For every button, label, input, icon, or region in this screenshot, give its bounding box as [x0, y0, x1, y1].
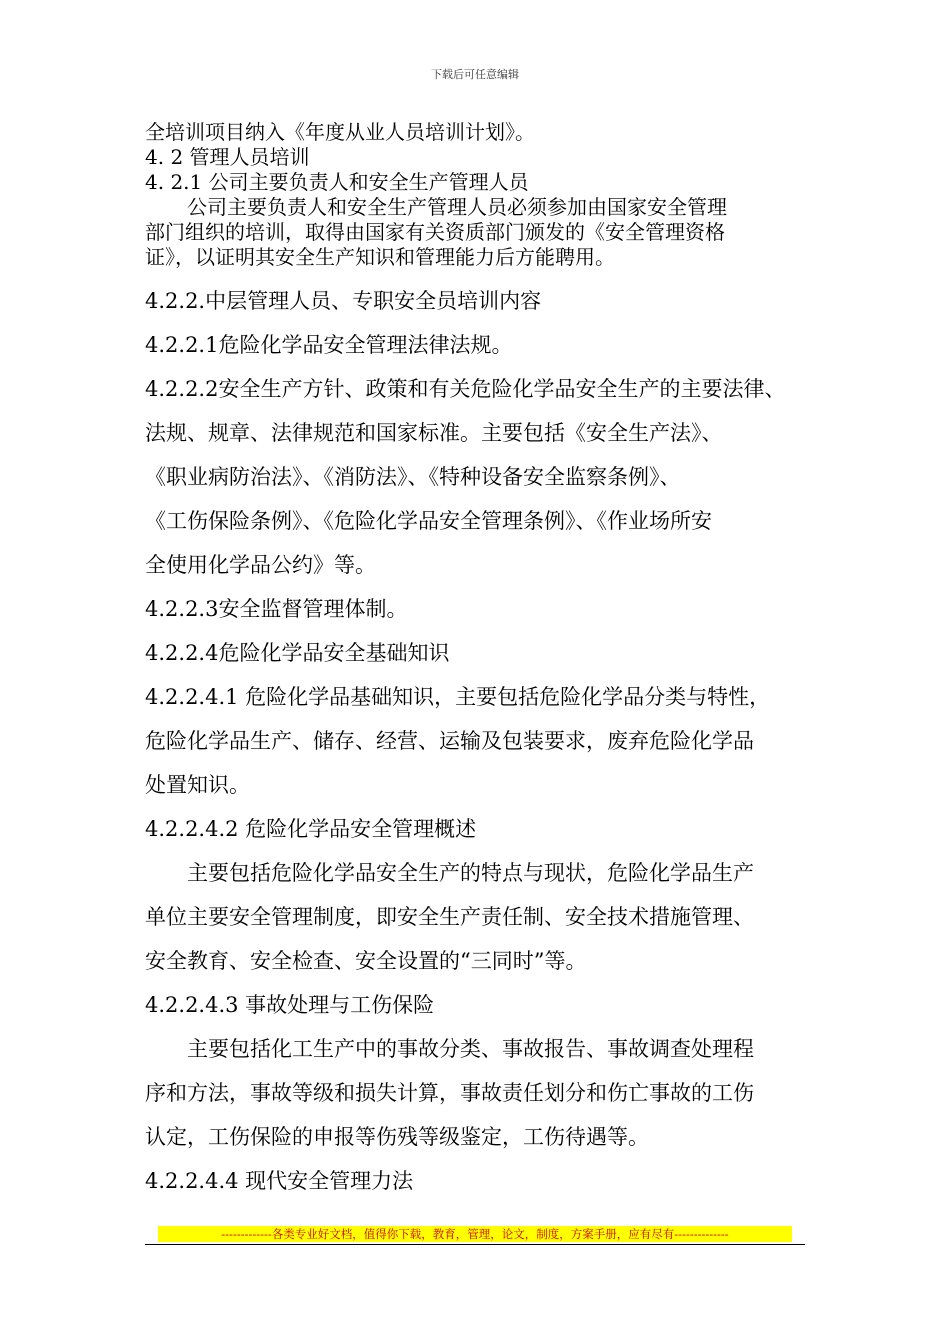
text-line: 公司主要负责人和安全生产管理人员必须参加由国家安全管理: [187, 195, 727, 219]
footer-divider: [145, 1244, 805, 1245]
text-line: 主要包括化工生产中的事故分类、事故报告、事故调查处理程: [187, 1037, 754, 1061]
intro-section: [145, 120, 825, 270]
section-heading: 4.2.2.4.3 事故处理与工伤保险: [145, 993, 435, 1017]
text-line: 4.2.2.1危险化学品安全管理法律法规。: [145, 333, 513, 357]
section-heading: 4. 2 管理人员培训: [145, 145, 310, 169]
text-line: 认定，工伤保险的申报等伤残等级鉴定，工伤待遇等。: [145, 1125, 649, 1149]
section-heading: 4.2.2.4.2 危险化学品安全管理概述: [145, 817, 477, 841]
footer-banner: -------------各类专业好文档，值得你下载，教育，管理，论文，制度，方案手册，应有尽有--------------: [158, 1226, 792, 1242]
text-line: 法规、规章、法律规范和国家标准。主要包括《安全生产法》、: [145, 421, 723, 445]
text-line: 单位主要安全管理制度，即安全生产责任制、安全技术措施管理、: [145, 905, 754, 929]
text-line: 安全教育、安全检查、安全设置的“三同时”等。: [145, 949, 587, 973]
page-header: 下载后可任意编辑: [431, 68, 519, 81]
section-heading: 4.2.2.4.4 现代安全管理力法: [145, 1169, 414, 1193]
text-line: 4.2.2.2安全生产方针、政策和有关危险化学品安全生产的主要法律、: [145, 377, 786, 401]
text-line: 序和方法，事故等级和损失计算，事故责任划分和伤亡事故的工伤: [145, 1081, 754, 1105]
body-section: [145, 279, 825, 1203]
text-line: 《职业病防治法》、《消防法》、《特种设备安全监察条例》、: [145, 465, 681, 489]
text-line: 4.2.2.3安全监督管理体制。: [145, 597, 408, 621]
text-line: 危险化学品生产、储存、经营、运输及包装要求，废弃危险化学品: [145, 729, 754, 753]
section-heading: 4.2.2.4危险化学品安全基础知识: [145, 641, 450, 665]
section-heading: 4. 2.1 公司主要负责人和安全生产管理人员: [145, 170, 529, 194]
text-line: 处置知识。: [145, 773, 250, 797]
text-line: 《工伤保险条例》、《危险化学品安全管理条例》、《作业场所安: [145, 509, 712, 533]
text-line: 4.2.2.4.1 危险化学品基础知识，主要包括危险化学品分类与特性，: [145, 685, 771, 709]
text-line: 部门组织的培训，取得由国家有关资质部门颁发的《安全管理资格: [145, 220, 725, 244]
section-heading: 4.2.2.中层管理人员、专职安全员培训内容: [145, 289, 542, 313]
text-line: 证》，以证明其安全生产知识和管理能力后方能聘用。: [145, 245, 615, 269]
text-line: 主要包括危险化学品安全生产的特点与现状，危险化学品生产: [187, 861, 754, 885]
text-line: 全使用化学品公约》等。: [145, 553, 376, 577]
text-line: 全培训项目纳入《年度从业人员培训计划》。: [145, 120, 535, 144]
